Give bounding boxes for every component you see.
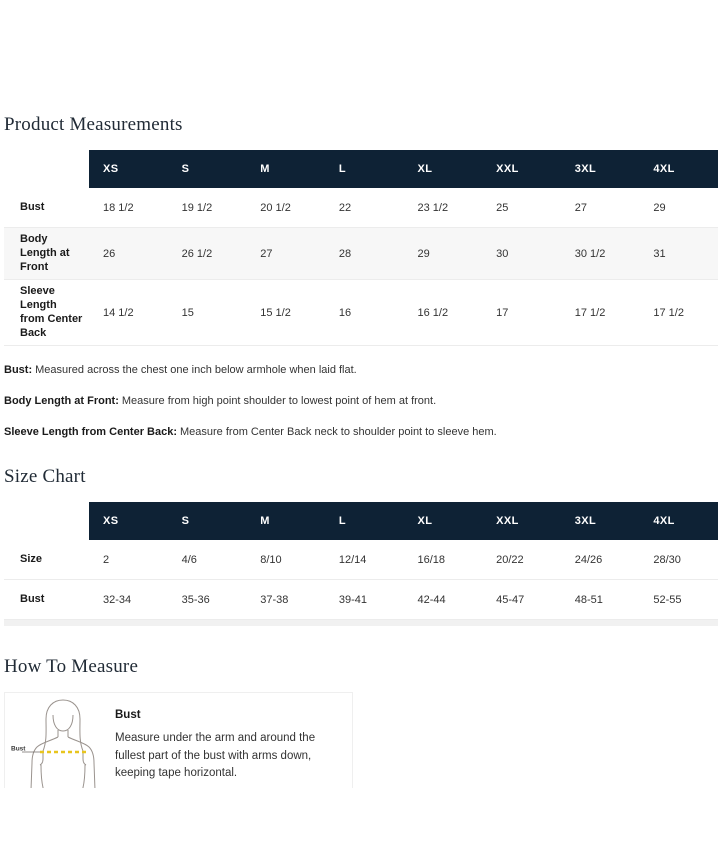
measurement-value: 26 — [103, 247, 116, 260]
measurement-value: 27 — [574, 201, 587, 214]
measurement-value: 30 1/2 — [574, 247, 606, 260]
size-column-header: XS — [89, 502, 168, 540]
how-to-measure-text — [111, 693, 353, 788]
size-column-header: XL — [404, 502, 483, 540]
measurement-value: 29 — [653, 201, 666, 214]
measurement-value: 22 — [338, 201, 352, 214]
measurement-value: 29 — [417, 247, 430, 260]
note — [4, 395, 720, 407]
table-bottom-band — [4, 620, 718, 626]
size-column-header: XXL — [482, 502, 561, 540]
note-term: Body Length at Front: — [4, 395, 119, 408]
size-value: 37-38 — [260, 593, 289, 606]
measure-item-description: Measure under the arm and around the fullest part of the bust with arms down, keeping tape horizontal. — [115, 732, 316, 779]
size-column-header: 3XL — [561, 150, 640, 188]
size-column-header: S — [168, 150, 247, 188]
size-value: 28/30 — [653, 553, 681, 566]
header-spacer — [4, 502, 89, 540]
size-value: 24/26 — [574, 553, 603, 566]
how-to-measure-card — [4, 692, 353, 788]
size-value: 45-47 — [496, 593, 525, 606]
size-value: 48-51 — [574, 593, 603, 606]
size-column-header: 3XL — [561, 502, 640, 540]
measurement-value: 18 1/2 — [103, 201, 134, 214]
size-column-header: M — [246, 150, 325, 188]
measurement-notes — [4, 364, 720, 438]
row-label: Bust — [20, 592, 45, 605]
table-row — [4, 188, 718, 228]
measurement-value: 31 — [653, 247, 666, 260]
size-value: 32-34 — [103, 593, 132, 606]
table-row — [4, 540, 718, 580]
note-definition: Measure from high point shoulder to lowest point of hem at front. — [121, 395, 437, 408]
table-row — [4, 280, 718, 346]
bust-measurement-diagram — [5, 693, 111, 788]
measurement-value: 26 1/2 — [181, 247, 213, 260]
table-row — [4, 580, 718, 620]
size-column-header: XS — [89, 150, 168, 188]
how-to-measure-title: How To Measure — [4, 656, 139, 678]
size-column-header: S — [168, 502, 247, 540]
size-value: 39-41 — [338, 593, 368, 606]
note — [4, 364, 720, 376]
size-column-header: L — [325, 150, 404, 188]
size-column-header: XL — [404, 150, 483, 188]
size-value: 2 — [103, 553, 110, 566]
measurement-value: 16 — [338, 306, 352, 319]
measurement-value: 20 1/2 — [260, 201, 291, 214]
measurement-value: 17 1/2 — [653, 306, 684, 319]
size-value: 12/14 — [338, 553, 367, 566]
product-measurements-table — [4, 150, 718, 346]
product-measurements-title: Product Measurements — [4, 114, 183, 135]
measure-item-title: Bust — [115, 709, 141, 722]
size-value: 42-44 — [417, 593, 446, 606]
note-definition: Measure from Center Back neck to shoulder point to sleeve hem. — [180, 426, 497, 439]
size-value: 35-36 — [181, 593, 210, 606]
size-value: 20/22 — [496, 553, 524, 566]
measurement-value: 14 1/2 — [103, 306, 134, 319]
size-chart-table — [4, 502, 718, 626]
measurement-value: 17 — [496, 306, 509, 319]
note-term: Sleeve Length from Center Back: — [4, 426, 177, 439]
size-column-header: XXL — [482, 150, 561, 188]
table-header-row — [4, 150, 718, 188]
row-label: Size — [20, 552, 43, 565]
measurement-value: 27 — [260, 247, 273, 260]
note-term: Bust: — [4, 364, 33, 377]
row-label: Sleeve Length from Center Back — [20, 285, 83, 339]
size-column-header: 4XL — [639, 150, 718, 188]
size-value: 16/18 — [417, 553, 446, 566]
note-definition: Measured across the chest one inch below armhole when laid flat. — [35, 364, 357, 377]
measurement-value: 25 — [496, 201, 509, 214]
size-value: 4/6 — [181, 553, 197, 566]
size-value: 8/10 — [260, 553, 282, 566]
woman-torso-illustration — [11, 697, 111, 788]
row-label: Bust — [20, 200, 45, 213]
size-column-header: M — [246, 502, 325, 540]
table-header-row — [4, 502, 718, 540]
size-column-header: L — [325, 502, 404, 540]
size-value: 52-55 — [653, 593, 682, 606]
size-column-header: 4XL — [639, 502, 718, 540]
measurement-value: 30 — [496, 247, 509, 260]
row-label: Body Length at Front — [20, 233, 70, 273]
table-row — [4, 228, 718, 280]
diagram-bust-label: Bust — [11, 745, 26, 753]
measurement-value: 17 1/2 — [574, 306, 606, 319]
measurement-value: 19 1/2 — [181, 201, 213, 214]
measurement-value: 15 — [181, 306, 194, 319]
measurement-value: 16 1/2 — [417, 306, 449, 319]
note — [4, 426, 720, 438]
size-chart-title: Size Chart — [4, 466, 86, 488]
size-guide-page — [0, 114, 720, 788]
measurement-value: 15 1/2 — [260, 306, 291, 319]
measurement-value: 23 1/2 — [417, 201, 449, 214]
header-spacer — [4, 150, 89, 188]
measurement-value: 28 — [338, 247, 352, 260]
